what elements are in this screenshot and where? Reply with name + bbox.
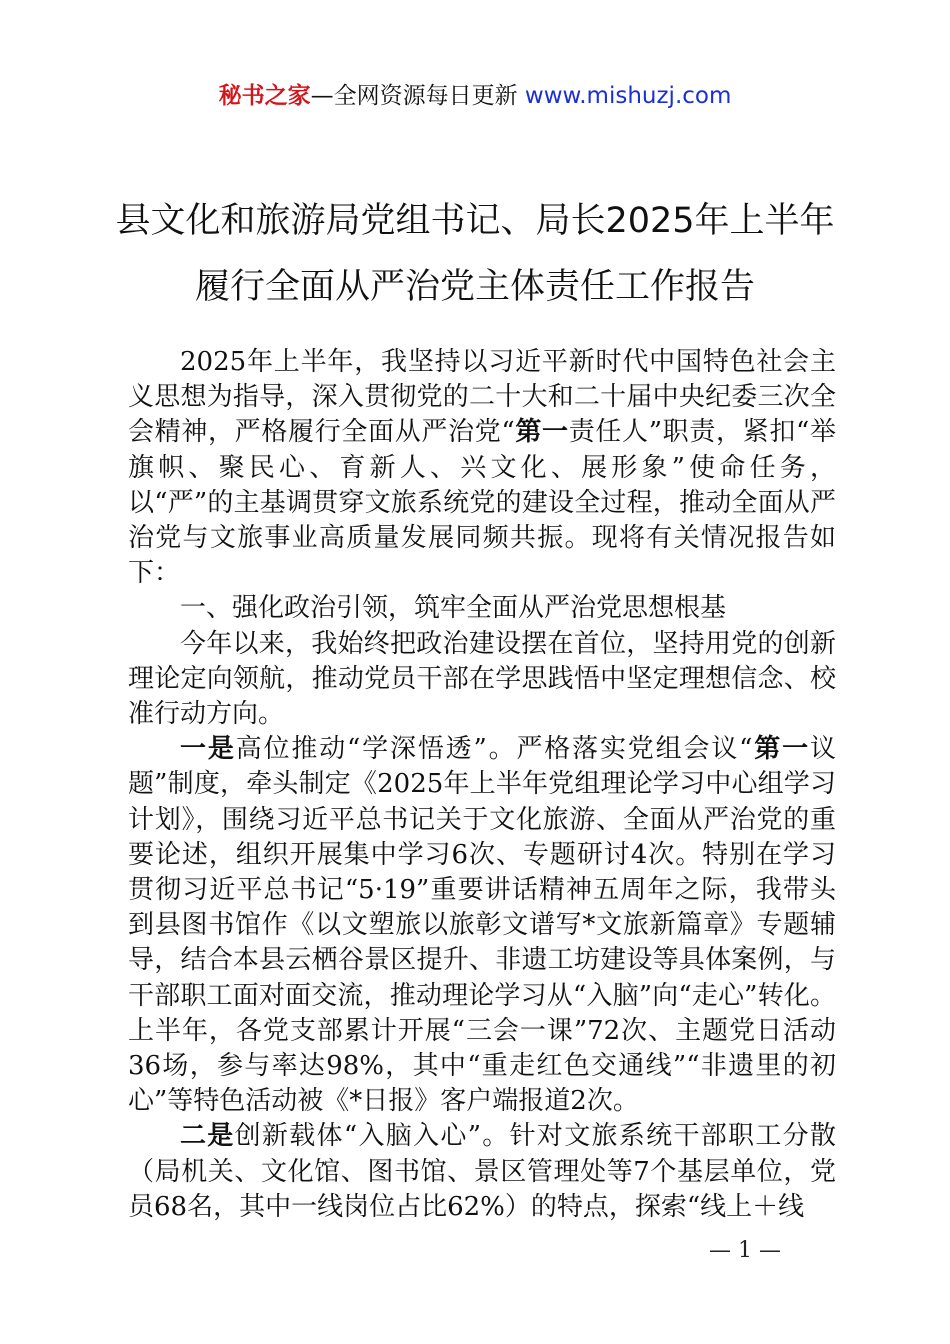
point-2-paragraph <box>128 1119 836 1225</box>
point-1-text-b: 议题”制度，牵头制定《2025年上半年党组理论学习中心组学习计划》，围绕习近平总书记关于文化旅游、全面从严治党的重要论述，组织开展集中学习6次、专题研讨4次。特别在学习贯彻习近平总书记“5·19”重要讲话精神五周年之际，我带头到县图书馆作《以文塑旅以旅彰文谱写*文旅新篇章》专题辅导，结合本县云栖谷景区提升、非遗工坊建设等具体案例，与干部职工面对面交流，推动理论学习从“入脑”向“走心”转化。上半年，各党支部累计开展“三会一课”72次、主题党日活动36场，参与率达98%，其中“重走红色交通线”“非遗里的初心”等特色活动被《*日报》客户端报道2次。 <box>128 734 836 1117</box>
point-1-label: 一是 <box>180 734 236 765</box>
intro-text-b: 责任人”职责，紧扣“举旗帜、聚民心、育新人、兴文化、展形象”使命任务，以“严”的主基调贯穿文旅系统党的建设全过程，推动全面从严治党与文旅事业高质量发展同频共振。现将有关情况报告如下： <box>128 417 836 589</box>
point-1-paragraph <box>128 732 836 1119</box>
section-heading-1: 一、强化政治引领，筑牢全面从严治党思想根基 <box>180 593 727 624</box>
point-2-label: 二是 <box>180 1121 235 1152</box>
document-title: 县文化和旅游局党组书记、局长2025年上半年履行全面从严治党主体责任工作报告 <box>115 201 835 307</box>
intro-text-a: 2025年上半年，我坚持以习近平新时代中国特色社会主义思想为指导，深入贯彻党的二十大和二十届中央纪委三次全会精神，严格履行全面从严治党“ <box>128 347 836 448</box>
point-2-text: 创新载体“入脑入心”。针对文旅系统干部职工分散（局机关、文化馆、图书馆、景区管理处等7个基层单位，党员68名，其中一线岗位占比62%）的特点，探索“线上＋线 <box>128 1121 836 1222</box>
section-1-intro: 今年以来，我始终把政治建设摆在首位，坚持用党的创新理论定向领航，推动党员干部在学思践悟中坚定理想信念、校准行动方向。 <box>128 628 836 730</box>
point-1-bold: 第一 <box>752 734 810 765</box>
point-1-text-a: 高位推动“学深悟透”。严格落实党组会议“ <box>235 734 753 765</box>
document-body <box>128 345 836 1225</box>
intro-bold: 第一 <box>514 417 569 448</box>
intro-paragraph <box>128 345 836 591</box>
site-url-link[interactable]: www.mishuzj.com <box>524 83 732 109</box>
site-header <box>0 80 950 112</box>
page-number: — 1 — <box>709 1238 781 1263</box>
site-tagline: —全网资源每日更新 <box>310 83 525 109</box>
site-brand: 秘书之家 <box>218 83 311 109</box>
